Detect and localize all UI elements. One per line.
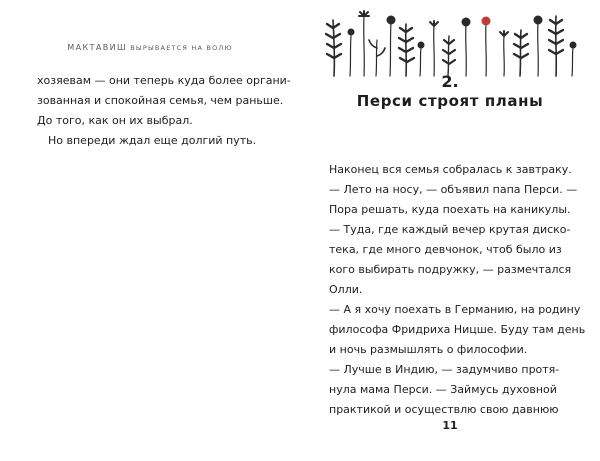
- text-line: Пора решать, куда поехать на каникулы.: [329, 203, 571, 216]
- text-line: До того, как он их выбрал.: [37, 114, 193, 127]
- text-line: — А я хочу поехать в Германию, на родину: [329, 303, 581, 316]
- chapter-number: 2.: [441, 72, 459, 91]
- running-head-title: МАКТАВИШ: [67, 43, 127, 52]
- text-line: — Лучше в Индию, — задумчиво протя-: [329, 363, 560, 376]
- running-head: [0, 43, 300, 52]
- right-body-text: [329, 160, 585, 420]
- text-line: зованная и спокойная семья, чем раньше.: [37, 94, 284, 107]
- text-line: и ночь размышлять о философии.: [329, 343, 528, 356]
- chapter-title: Перси строят планы: [356, 92, 544, 110]
- page-number: 11: [442, 419, 458, 432]
- running-head-subtitle: ВЫРЫВАЕТСЯ НА ВОЛЮ: [130, 44, 233, 52]
- text-line: тека, где много девчонок, чтоб было из: [329, 243, 562, 256]
- right-page: [300, 0, 600, 461]
- plants-illustration-icon: [320, 8, 580, 78]
- text-line: — Лето на носу, — объявил папа Перси. —: [329, 183, 578, 196]
- text-line: философа Фридриха Ницше. Буду там день: [329, 323, 586, 336]
- text-line: Олли.: [329, 283, 363, 296]
- text-line: Но впереди ждал еще долгий путь.: [48, 134, 257, 147]
- text-line: кого выбирать подружку, — размечтался: [329, 263, 572, 276]
- text-line: нула мама Перси. — Займусь духовной: [329, 383, 557, 396]
- text-line: Наконец вся семья собралась к завтраку.: [329, 163, 572, 176]
- text-line: хозяевам — они теперь куда более органи-: [37, 74, 291, 87]
- text-line: — Туда, где каждый вечер крутая диско-: [329, 223, 571, 236]
- left-body-text: [37, 71, 291, 151]
- text-line: практикой и осуществлю свою давнюю: [329, 403, 559, 416]
